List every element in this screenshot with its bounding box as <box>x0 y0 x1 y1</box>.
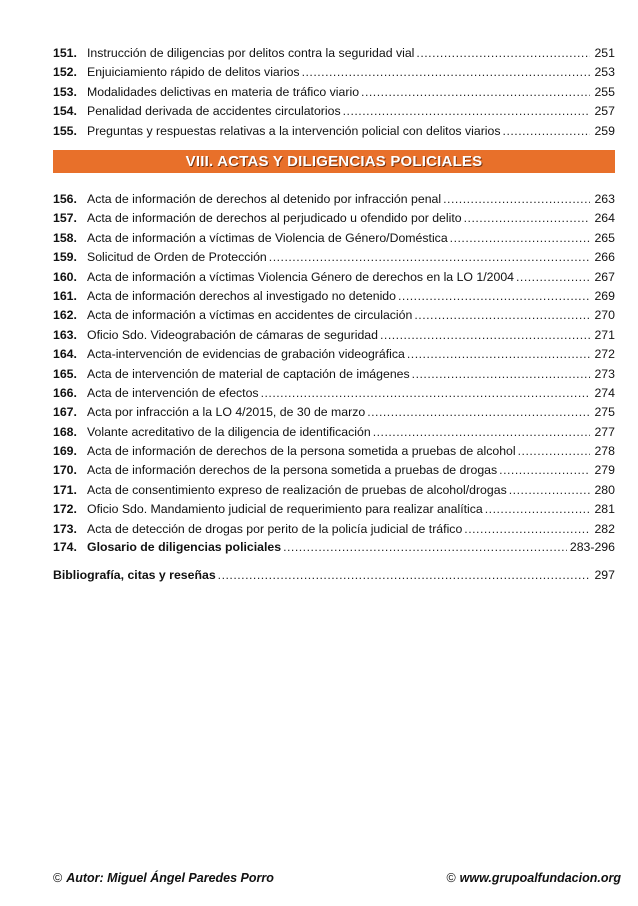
entry-number: 166. <box>53 385 77 400</box>
entry-title: Acta de información de derechos de la persona sometida a pruebas de alcohol <box>87 444 516 459</box>
bibliography-entry-block <box>53 566 615 585</box>
entry-title: Acta-intervención de evidencias de grabación videográfica <box>87 347 405 362</box>
toc-entry[interactable] <box>53 403 615 422</box>
dot-leader <box>443 190 590 209</box>
entry-page: 257 <box>594 104 615 119</box>
entry-title: Oficio Sdo. Mandamiento judicial de requerimiento para realizar analítica <box>87 502 483 517</box>
entry-title: Preguntas y respuestas relativas a la intervención policial con delitos viarios <box>87 123 501 138</box>
dot-leader <box>464 520 590 539</box>
dot-leader <box>398 287 590 306</box>
entry-title: Acta de intervención de efectos <box>87 385 259 400</box>
entry-number: 160. <box>53 269 77 284</box>
entry-title: Acta de información a víctimas Violencia Género de derechos en la LO 1/2004 <box>87 269 514 284</box>
copyright-icon: © <box>446 871 456 885</box>
entry-number: 167. <box>53 405 77 420</box>
dot-leader <box>450 229 590 248</box>
dot-leader <box>302 63 590 82</box>
dot-leader <box>464 209 590 228</box>
entry-number: 171. <box>53 482 77 497</box>
dot-leader <box>516 268 590 287</box>
entry-number: 174. <box>53 540 77 554</box>
toc-entry[interactable] <box>53 83 615 102</box>
dot-leader <box>509 481 590 500</box>
entry-title: Volante acreditativo de la diligencia de identificación <box>87 424 371 439</box>
entry-number: 165. <box>53 366 77 381</box>
entry-number: 159. <box>53 250 77 265</box>
entry-page: 259 <box>594 123 615 138</box>
toc-entry[interactable] <box>53 306 615 325</box>
dot-leader <box>518 442 590 461</box>
entry-page: 272 <box>594 347 615 362</box>
toc-entry[interactable] <box>53 122 615 141</box>
entry-title: Acta de consentimiento expreso de realización de pruebas de alcohol/drogas <box>87 482 507 497</box>
dot-leader <box>343 102 590 121</box>
entry-number: 156. <box>53 192 77 206</box>
entry-page: 281 <box>594 502 615 517</box>
entry-page: 273 <box>594 366 615 381</box>
toc-entry[interactable] <box>53 345 615 364</box>
section-header <box>53 150 615 173</box>
entry-page: 297 <box>594 568 615 582</box>
dot-leader <box>416 44 590 63</box>
entry-page: 279 <box>594 463 615 478</box>
entry-title: Acta de información de derechos al perjudicado u ofendido por delito <box>87 211 462 226</box>
toc-entry[interactable] <box>53 500 615 519</box>
entry-page: 251 <box>594 46 615 60</box>
entry-number: 162. <box>53 308 77 323</box>
toc-list-top <box>53 44 615 141</box>
toc-entry[interactable] <box>53 442 615 461</box>
toc-entry[interactable] <box>53 365 615 384</box>
toc-entry[interactable] <box>53 229 615 248</box>
dot-leader <box>361 83 590 102</box>
entry-number: 172. <box>53 502 77 517</box>
entry-number: 170. <box>53 463 77 478</box>
toc-entry[interactable] <box>53 209 615 228</box>
entry-number: 157. <box>53 211 77 226</box>
toc-entry[interactable] <box>53 268 615 287</box>
entry-page: 263 <box>594 192 615 206</box>
dot-leader <box>261 384 590 403</box>
entry-number: 173. <box>53 521 77 536</box>
dot-leader <box>412 365 590 384</box>
entry-number: 164. <box>53 347 77 362</box>
dot-leader <box>269 248 590 267</box>
entry-title: Acta de información a víctimas de Violencia de Género/Doméstica <box>87 230 448 245</box>
entry-page: 255 <box>594 84 615 99</box>
entry-number: 154. <box>53 104 77 119</box>
section-title: VIII. ACTAS Y DILIGENCIAS POLICIALES <box>185 153 483 170</box>
entry-page: 271 <box>594 327 615 342</box>
footer-author <box>53 871 274 885</box>
entry-page: 267 <box>594 269 615 284</box>
entry-page: 275 <box>594 405 615 420</box>
toc-entry[interactable] <box>53 481 615 500</box>
toc-entry[interactable] <box>53 190 615 209</box>
entry-page: 265 <box>594 230 615 245</box>
entry-page: 277 <box>594 424 615 439</box>
entry-number: 158. <box>53 230 77 245</box>
dot-leader <box>373 423 590 442</box>
entry-page: 266 <box>594 250 615 265</box>
footer-website-text: www.grupoalfundacion.org <box>459 871 621 885</box>
copyright-icon: © <box>53 871 63 885</box>
toc-entry[interactable] <box>53 423 615 442</box>
entry-title: Acta por infracción a la LO 4/2015, de 30 de marzo <box>87 405 366 420</box>
entry-title: Penalidad derivada de accidentes circulatorios <box>87 104 341 119</box>
entry-title: Acta de información derechos de la persona sometida a pruebas de drogas <box>87 463 498 478</box>
dot-leader <box>283 538 567 557</box>
entry-page: 283-296 <box>569 540 615 554</box>
entry-title: Acta de información derechos al investigado no detenido <box>87 288 396 303</box>
footer-website[interactable] <box>446 871 621 885</box>
entry-page: 274 <box>594 385 615 400</box>
page-footer <box>53 871 621 885</box>
entry-number: 163. <box>53 327 77 342</box>
entry-title: Solicitud de Orden de Protección <box>87 250 267 265</box>
toc-entry-glossary[interactable] <box>53 538 615 557</box>
entry-page: 264 <box>594 211 615 226</box>
dot-leader <box>367 403 590 422</box>
entry-title: Acta de información a víctimas en accidentes de circulación <box>87 308 413 323</box>
toc-entry[interactable] <box>53 102 615 121</box>
entry-title: Bibliografía, citas y reseñas <box>53 568 216 582</box>
entry-page: 270 <box>594 308 615 323</box>
footer-author-text: Autor: Miguel Ángel Paredes Porro <box>66 871 274 885</box>
entry-title: Instrucción de diligencias por delitos contra la seguridad vial <box>87 46 415 60</box>
dot-leader <box>218 566 590 585</box>
entry-number: 155. <box>53 123 77 138</box>
toc-list-section <box>53 190 615 539</box>
entry-title: Acta de detección de drogas por perito de la policía judicial de tráfico <box>87 521 463 536</box>
entry-title: Oficio Sdo. Videograbación de cámaras de seguridad <box>87 327 378 342</box>
dot-leader <box>380 326 590 345</box>
entry-title: Glosario de diligencias policiales <box>87 540 282 554</box>
entry-page: 282 <box>594 521 615 536</box>
glossary-entry-block <box>53 538 615 557</box>
entry-title: Acta de intervención de material de captación de imágenes <box>87 366 410 381</box>
entry-number: 161. <box>53 288 77 303</box>
entry-title: Modalidades delictivas en materia de tráfico viario <box>87 84 360 99</box>
toc-entry[interactable] <box>53 520 615 539</box>
toc-entry[interactable] <box>53 287 615 306</box>
dot-leader <box>485 500 590 519</box>
toc-entry[interactable] <box>53 326 615 345</box>
entry-number: 153. <box>53 84 77 99</box>
toc-entry[interactable] <box>53 461 615 480</box>
dot-leader <box>503 122 590 141</box>
toc-entry[interactable] <box>53 63 615 82</box>
entry-number: 168. <box>53 424 77 439</box>
entry-page: 280 <box>594 482 615 497</box>
entry-title: Enjuiciamiento rápido de delitos viarios <box>87 65 300 80</box>
dot-leader <box>499 461 590 480</box>
entry-number: 169. <box>53 444 77 459</box>
entry-number: 152. <box>53 65 77 80</box>
dot-leader <box>414 306 590 325</box>
entry-page: 278 <box>594 444 615 459</box>
entry-title: Acta de información de derechos al detenido por infracción penal <box>87 192 442 206</box>
entry-page: 269 <box>594 288 615 303</box>
dot-leader <box>407 345 590 364</box>
toc-entry[interactable] <box>53 384 615 403</box>
toc-entry[interactable] <box>53 248 615 267</box>
toc-entry[interactable] <box>53 44 615 63</box>
entry-number: 151. <box>53 46 77 60</box>
toc-entry-bibliography[interactable] <box>53 566 615 585</box>
entry-page: 253 <box>594 65 615 80</box>
